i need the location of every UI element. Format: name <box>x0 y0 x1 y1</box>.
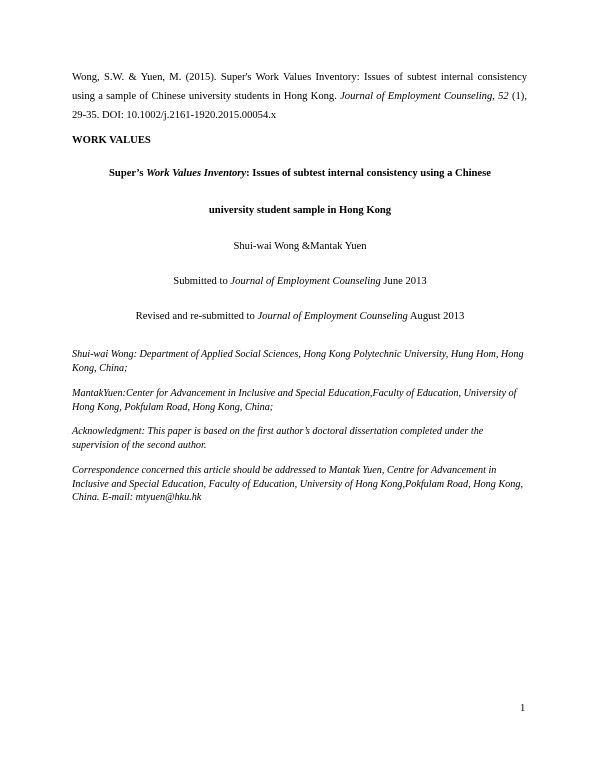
title-part1: Super’s <box>109 168 144 179</box>
submitted-prefix: Submitted to <box>173 276 228 287</box>
author-line: Shui-wai Wong &Mantak Yuen <box>233 241 367 252</box>
paper-title-line1 <box>60 168 540 179</box>
affiliation-second-author: MantakYuen:Center for Advancement in Inclusive and Special Education,Faculty of Education, University of Hong Kong, Pokfulam Road, Hong Kong, China; <box>72 388 517 413</box>
revised-line <box>60 311 540 322</box>
correspondence-note: Correspondence concerned this article should be addressed to Mantak Yuen, Centre for Advancement in Inclusive and Special Education, Faculty of Education, University of Hong Kong,Pokfulam Road, Hong Kong, China. E-mail: mtyuen@hku.hk <box>72 465 524 503</box>
citation-issue-pages: (1), 29-35. DOI: 10.1002/j.2161-1920.2015.00054.x <box>72 91 527 121</box>
revised-journal: Journal of Employment Counseling <box>257 311 408 322</box>
submitted-journal: Journal of Employment Counseling <box>230 276 381 287</box>
page-number: 1 <box>520 703 526 714</box>
citation-authors-year: Wong, S.W. & Yuen, M. (2015). <box>72 72 217 83</box>
affiliation-first-author: Shui-wai Wong: Department of Applied Social Sciences, Hong Kong Polytechnic University, Hung Hom, Hong Kong, China; <box>72 349 524 374</box>
citation-article-title: Super's Work Values Inventory: Issues of subtest internal consistency using a sample of Chinese university students in Hong Kong. <box>72 72 527 102</box>
running-head: WORK VALUES <box>72 135 151 146</box>
submitted-date: June 2013 <box>383 276 427 287</box>
revised-prefix: Revised and re-submitted to <box>135 311 255 322</box>
citation-journal: Journal of Employment Counseling, 52 <box>340 91 509 102</box>
acknowledgment-note: Acknowledgment: This paper is based on the first author’s doctoral dissertation completed under the supervision of the second author. <box>72 426 484 451</box>
revised-date: August 2013 <box>409 311 465 322</box>
title-part2: : Issues of subtest internal consistency using a Chinese <box>246 168 491 179</box>
paper-title-line2: university student sample in Hong Kong <box>208 205 392 216</box>
title-italic: Work Values Inventory <box>146 168 247 179</box>
submitted-line <box>60 276 540 287</box>
citation <box>72 68 527 125</box>
